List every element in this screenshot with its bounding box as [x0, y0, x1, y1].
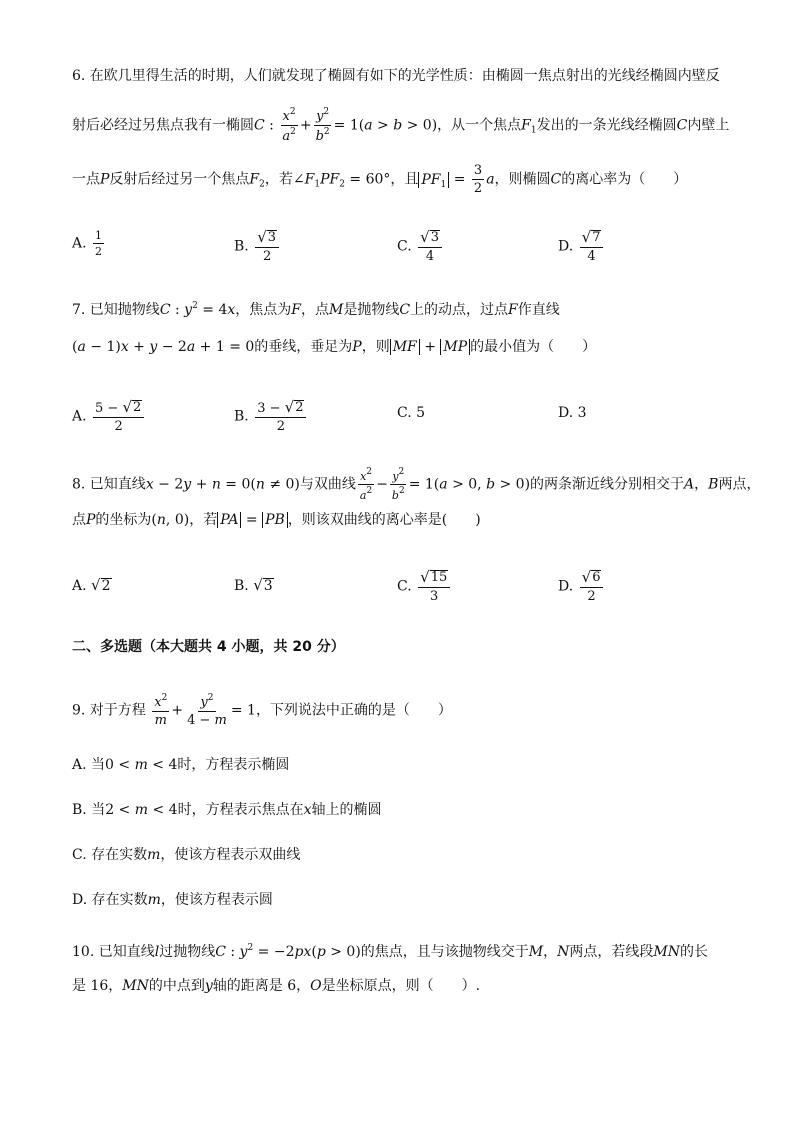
q9-option-d: D. 存在实数m，使该方程表示圆	[72, 892, 273, 908]
q9-line1: 9. 对于方程 $\frac{x^2}{m}$ + $\frac{y^2}{4 - m}$ = 1，下列说法中正确的是（ ）	[72, 693, 452, 728]
q8-option-a: A. √ 2	[72, 576, 111, 594]
q6-option-b: B. √ 3 2	[234, 230, 281, 263]
q7-line1: 7. 已知抛物线C : $y^2 = 4x$，焦点为F，点M是抛物线C上的动点，过点F作直线	[72, 301, 560, 318]
q10-line1: 10. 已知直线l过抛物线C : $y^2 = -2px(p > 0)$的焦点，且与该抛物线交于M，N两点，若线段MN的长	[72, 943, 708, 960]
q6-option-d: D. √ 7 4	[558, 230, 605, 263]
q9-option-c: C. 存在实数m，使该方程表示双曲线	[72, 847, 301, 863]
q6-line1: 6. 在欧几里得生活的时期，人们就发现了椭圆有如下的光学性质：由椭圆一焦点射出的光线经椭圆内壁反	[72, 68, 720, 84]
q7-option-a: A. 5 − √ 2 2	[72, 400, 146, 433]
q7-line2: (a − 1)x + y − 2a + 1 = 0的垂线，垂足为P，则 MF + MP 的最小值为（ ）	[72, 339, 597, 355]
q8-line1: 8. 已知直线x − 2y + n = 0(n ≠ 0)与双曲线 $\frac{x^2}{a^2}$ − $\frac{y^2}{b^2}$ = 1(a > 0, b > 0)的两条渐近线分别相交于A，B两点，	[72, 467, 761, 502]
q6-option-a: A. $\frac{1}{2}$	[72, 229, 103, 258]
q6-line3: 一点P反射后经过另一个焦点$F_2$，若$\angle F_1PF_2 = 60^\circ$，且 $PF_1$ = $\frac{3}{2}$ a，则椭圆C的离心率为（ ）	[72, 163, 688, 196]
q8-line2: 点P的坐标为(n, 0)，若 PA = PB ，则该双曲线的离心率是( )	[72, 512, 481, 528]
q7-option-b: B. 3 − √ 2 2	[234, 400, 308, 433]
q10-line2: 是 16，MN的中点到y轴的距离是 6，O是坐标原点，则（ ）.	[72, 978, 481, 994]
q7-option-d: D. 3	[558, 405, 587, 421]
q8-option-b: B. √ 3	[234, 576, 273, 594]
q6-line2: 射后必经过另焦点我有一椭圆C : $\frac{x^2}{a^2}$ + $\frac{y^2}{b^2}$ = 1(a > b > 0)，从一个焦点$F_1$发出的一条光线经椭圆C内壁上	[72, 107, 730, 144]
q6-option-c: C. √ 3 4	[397, 230, 444, 263]
q8-option-c: C. √ 15 3	[397, 570, 452, 603]
q9-option-b: B. 当2 < m < 4时，方程表示焦点在x轴上的椭圆	[72, 802, 382, 818]
section-title: 二、多选题（本大题共 4 小题，共 20 分）	[72, 639, 345, 655]
q9-option-a: A. 当0 < m < 4时，方程表示椭圆	[72, 757, 290, 773]
q8-option-d: D. √ 6 2	[558, 570, 605, 603]
q7-option-c: C. 5	[397, 405, 426, 421]
